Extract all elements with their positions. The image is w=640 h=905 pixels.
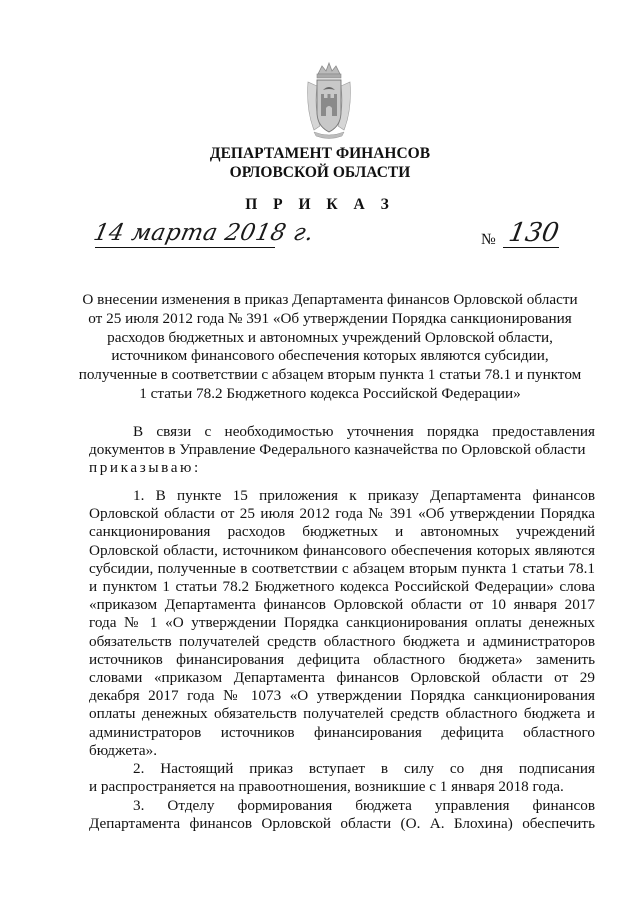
coat-of-arms-icon bbox=[304, 60, 354, 140]
department-name-line1: ДЕПАРТАМЕНТ ФИНАНСОВ bbox=[209, 145, 431, 162]
paragraph-line: бюджета». bbox=[89, 741, 158, 759]
subject-line: 1 статьи 78.2 Бюджетного кодекса Российской Федерации» bbox=[139, 384, 521, 402]
paragraph-line: словами «приказом Департамента финансов Орловской области от 29 bbox=[89, 669, 595, 687]
paragraph-line: документов в Управление Федерального казначейства по Орловской области bbox=[89, 441, 586, 459]
preamble-paragraph bbox=[89, 423, 595, 478]
paragraph-line: Орловской области от 25 июля 2012 года № 391 «Об утверждении Порядка bbox=[89, 505, 595, 523]
order-verb: приказываю: bbox=[89, 459, 201, 477]
paragraph-line: обязательств получателей средств областного бюджета и администраторов bbox=[89, 632, 595, 650]
department-name-line2: ОРЛОВСКОЙ ОБЛАСТИ bbox=[229, 164, 411, 181]
paragraph-line: «приказом Департамента финансов Орловской области от 10 января 2017 bbox=[89, 596, 595, 614]
paragraph-line: Департамента финансов Орловской области (О. А. Блохина) обеспечить bbox=[89, 815, 595, 833]
paragraph-line: оплаты денежных обязательств получателей средств областного бюджета и bbox=[89, 705, 595, 723]
paragraph-line: В связи с необходимостью уточнения порядка предоставления bbox=[133, 423, 595, 440]
document-type-title: П Р И К А З bbox=[245, 196, 395, 213]
paragraph-line: субсидии, полученные в соответствии с абзацем вторым пункта 1 статьи 78.1 bbox=[89, 559, 595, 577]
item-2-paragraph bbox=[89, 760, 595, 796]
paragraph-line: санкционирования расходов бюджетных и автономных учреждений bbox=[89, 523, 595, 541]
subject-line: полученные в соответствии с абзацем вторым пункта 1 статьи 78.1 и пунктом bbox=[78, 366, 582, 384]
subject-line: от 25 июля 2012 года № 391 «Об утверждении Порядка санкционирования bbox=[88, 309, 572, 327]
date-underline bbox=[95, 247, 275, 248]
paragraph-line: и пунктом 1 статьи 78.2 Бюджетного кодекса Российской Федерации» слова bbox=[89, 578, 595, 596]
subject-line: расходов бюджетных и автономных учреждений Орловской области, bbox=[107, 328, 553, 346]
paragraph-line: декабря 2017 года № 1073 «О утверждении Порядка санкционирования bbox=[89, 687, 595, 705]
order-number-label: № bbox=[481, 231, 496, 248]
paragraph-line: администраторов источников финансирования дефицита областного bbox=[89, 723, 595, 741]
paragraph-line: и распространяется на правоотношения, возникшие с 1 января 2018 года. bbox=[89, 778, 564, 796]
paragraph-line: 2. Настоящий приказ вступает в силу со дня подписания bbox=[133, 760, 595, 777]
item-3-paragraph bbox=[89, 797, 595, 833]
paragraph-line: источников финансирования дефицита областного бюджета» заменить bbox=[89, 650, 595, 668]
order-number-handwritten: 130 bbox=[506, 218, 562, 248]
paragraph-line: Орловской области, источником финансового обеспечения которых являются bbox=[89, 541, 595, 559]
paragraph-line: 1. В пункте 15 приложения к приказу Департамента финансов bbox=[133, 487, 595, 504]
order-subject bbox=[60, 291, 600, 404]
item-1-paragraph bbox=[89, 487, 595, 760]
subject-line: О внесении изменения в приказ Департамента финансов Орловской области bbox=[82, 291, 578, 308]
subject-line: источником финансового обеспечения которых являются субсидии, bbox=[111, 347, 549, 365]
order-date-handwritten: 14 марта 2018 г. bbox=[91, 220, 317, 246]
paragraph-line: года № 1 «О утверждении Порядка санкционирования оплаты денежных bbox=[89, 614, 595, 632]
paragraph-line: 3. Отделу формирования бюджета управления финансов bbox=[133, 797, 595, 814]
